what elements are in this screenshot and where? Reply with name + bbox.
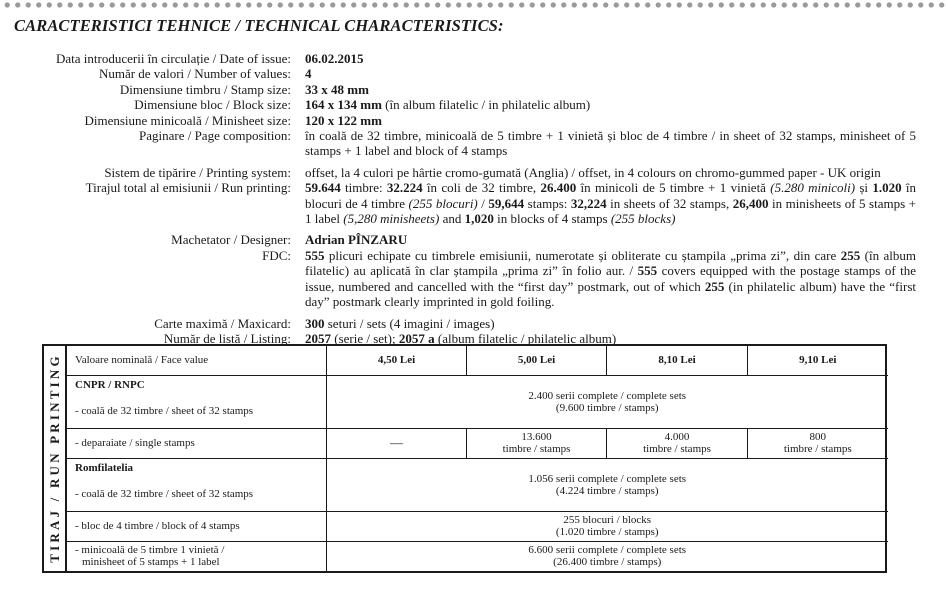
cell-line: minisheet of 5 stamps + 1 label [82,556,220,569]
spec-value-note: seturi / sets (4 imagini / images) [324,315,495,331]
run-text: in minisheets of 5 stamps + 1 label [305,195,916,227]
spec-label: Număr de listă / Listing: [163,330,291,346]
run-blocks-en: 1,020 [464,211,494,227]
row-label: - bloc de 4 timbre / block of 4 stamps [67,511,327,541]
fdc-count: 555 [305,247,325,263]
cell-line: 1.056 serii complete / complete sets [528,472,687,485]
spec-value: 33 x 48 mm [305,81,369,97]
table-cell [607,428,748,458]
run-text: în coli de 32 timbre, [422,180,541,196]
side-band [44,346,66,571]
spec-stamp-size [14,82,916,97]
spec-label: Machetator / Designer: [171,232,291,248]
side-label: TIRAJ / RUN PRINTING [47,353,62,563]
table-row [67,428,888,458]
table-row [67,541,888,571]
table-row [67,458,888,477]
cell-line: (4.224 timbre / stamps) [555,484,659,497]
face-value-label: Valoare nominală / Face value [67,346,327,375]
run-note: (5.280 minicoli) [770,180,856,196]
spec-value: Adrian PÎNZARU [305,232,408,248]
cell-line: timbre / stamps [783,443,852,455]
run-text: în minicoli de 5 timbre + 1 vinietă [576,180,771,196]
dotted-border [0,0,946,10]
cell-line: 13.600 [521,431,552,443]
face-value-cell: 8,10 Lei [607,346,748,375]
cell-line: timbre / stamps [502,443,571,455]
table-cell [748,428,888,458]
spec-label: Număr de valori / Number of values: [98,66,291,82]
listing-text: (serie / set); [331,330,399,346]
section-title-cnpr: CNPR / RNPC [67,375,327,395]
run-mini-en: 26,400 [732,195,769,211]
run-note: (255 blocuri) [408,195,478,211]
cell-line: 4.000 [664,431,690,443]
table-cell: — [327,428,467,458]
run-text: in sheets of 32 stamps, [606,195,733,211]
table-cell [327,375,888,428]
run-total-ro: 59.644 [305,180,341,196]
spec-maxicard [14,316,916,331]
spec-label: Tirajul total al emisiunii / Run printing: [85,180,291,196]
spec-date [14,51,916,66]
table-cell [467,428,607,458]
section-title-romfilatelia: Romfilatelia [67,458,327,477]
spec-value: 120 x 122 mm [305,112,382,128]
fdc-text: plicuri echipate cu timbrele emisiunii, numerotate și obliterate cu ștampila „prima zi”, din care [324,247,841,263]
fdc-text: covers equipped with the postage stamps of the issue, numbered and cancelled with the “first day” postmark, out of which [305,263,916,294]
spec-value: 164 x 134 mm [305,97,382,113]
spec-minisheet [14,113,916,128]
table-header-row [67,346,888,375]
run-sheets-en: 32,224 [570,195,607,211]
face-value-cell: 4,50 Lei [327,346,467,375]
run-text: / [477,195,489,211]
table-cell [327,458,888,511]
listing-text: (album filatelic / philatelic album) [434,330,617,346]
row-label [67,541,327,571]
cell-line: - minicoală de 5 timbre 1 vinietă / [75,544,225,557]
spec-label: Dimensiune timbru / Stamp size: [119,81,291,97]
spec-value: 300 [305,315,325,331]
spec-label: Dimensiune minicoală / Minisheet size: [84,112,291,128]
cell-line: (26.400 timbre / stamps) [553,556,662,569]
spec-values [14,66,916,81]
row-label: - coală de 32 timbre / sheet of 32 stamps [67,395,327,428]
cell-line: timbre / stamps [643,443,711,455]
spec-label: Sistem de tipărire / Printing system: [104,164,291,180]
cell-line: 800 [809,431,826,443]
specs-list [14,51,916,346]
spec-printing [14,165,916,180]
spec-label: FDC: [262,247,291,263]
spec-run [14,180,916,226]
table-cell [327,541,888,571]
page-title: CARACTERISTICI TEHNICE / TECHNICAL CHARACTERISTICS: [14,16,504,35]
table-cell [327,511,888,541]
run-text: timbre: [340,180,387,196]
row-label: - coală de 32 timbre / sheet of 32 stamps [67,477,327,511]
cell-line: 255 blocuri / blocks [563,514,652,526]
spec-label: Paginare / Page composition: [138,128,291,144]
spec-value-note: (în album filatelic / in philatelic album) [381,97,591,113]
spec-label: Carte maximă / Maxicard: [154,315,291,331]
listing-number: 2057 a [398,330,435,346]
fdc-count: 255 [840,247,861,263]
run-text: și [855,180,873,196]
face-value-cell: 9,10 Lei [748,346,888,375]
run-text: and [439,211,465,227]
run-text: in blocks of 4 stamps [493,211,611,227]
spec-value: 4 [305,66,312,82]
run-printing-table [66,346,888,571]
spec-label: Data introducerii în circulație / Date of issue: [56,51,291,66]
cell-line: 2.400 serii complete / complete sets [528,389,687,402]
listing-number: 2057 [305,330,331,346]
fdc-count: 255 [704,278,725,294]
face-value-cell: 5,00 Lei [467,346,607,375]
run-mini-ro: 26.400 [540,180,577,196]
spec-value: în coală de 32 timbre, minicoală de 5 timbre + 1 vinietă și bloc de 4 timbre / in sheet of 32 stamps, minisheet of 5 stamps + 1 label and block of 4 stamps [305,128,916,159]
spec-fdc [14,248,916,310]
cell-line: (9.600 timbre / stamps) [555,401,659,414]
fdc-count: 555 [637,263,658,279]
fdc-text: (in philatelic album) have the “first day” postmark clearly imprinted in gold foiling. [305,278,916,310]
run-sheets-ro: 32.224 [386,180,423,196]
spec-label: Dimensiune bloc / Block size: [134,97,291,113]
run-total-en: 59,644 [488,195,525,211]
spec-value [305,248,916,310]
run-text: în blocuri de 4 timbre [305,180,917,211]
row-label: - deparaiate / single stamps [67,428,327,458]
run-note: (255 blocks) [610,211,676,227]
cell-line: 6.600 serii complete / complete sets [528,544,687,557]
run-text: stamps: [524,195,571,211]
spec-page [14,128,916,159]
spec-block-size [14,97,916,112]
run-printing-table-box [42,344,887,573]
run-note: (5,280 minisheets) [343,211,440,227]
run-blocks-ro: 1.020 [872,180,902,196]
fdc-text: (în album filatelic) au aplicată în clar ștampila „prima zi” în folio aur. / [305,247,916,279]
spec-value: offset, la 4 culori pe hârtie cromo-gumată (Anglia) / offset, in 4 colours on chromo-gummed paper - UK origin [305,164,881,180]
spec-value: 06.02.2015 [305,51,364,66]
cell-line: (1.020 timbre / stamps) [555,526,659,538]
spec-designer [14,232,916,247]
spec-value [305,180,916,226]
table-row [67,511,888,541]
table-row [67,375,888,395]
